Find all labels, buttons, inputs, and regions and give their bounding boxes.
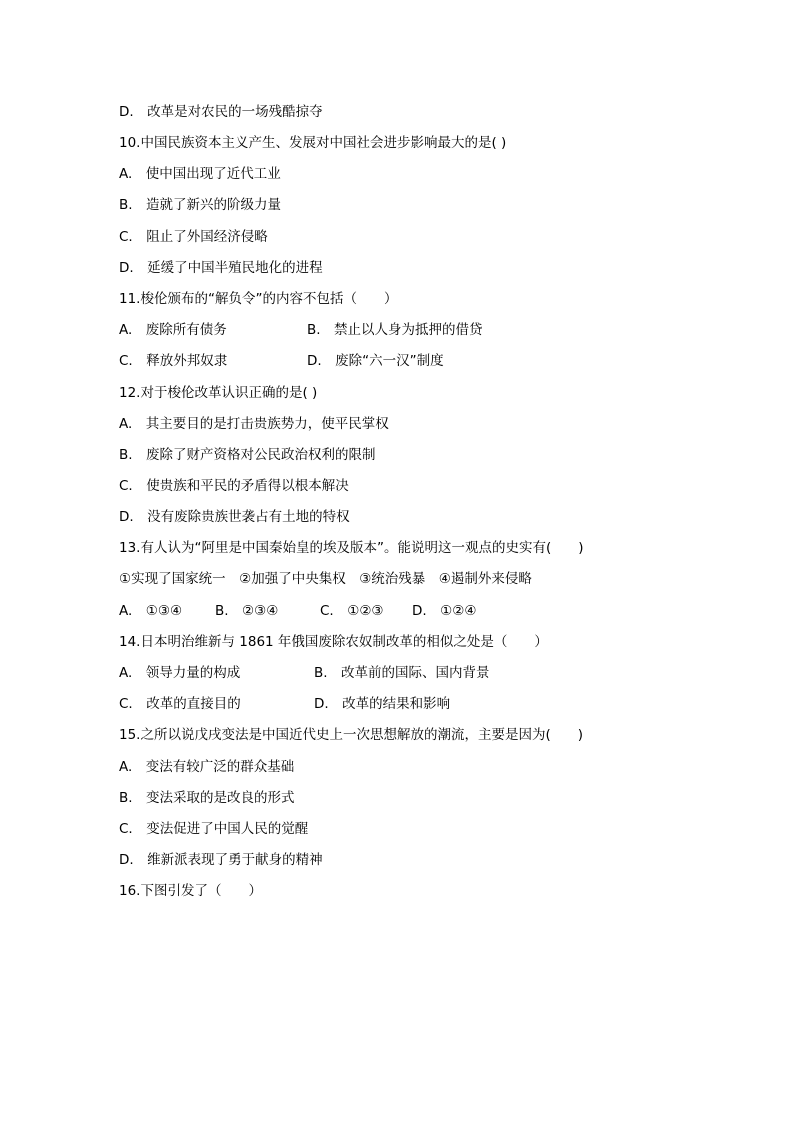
q12-option-a: A. 其主要目的是打击贵族势力，使平民掌权 <box>119 416 389 432</box>
q13-option-c: C. ①②③ <box>320 603 384 619</box>
q10-stem: 10.中国民族资本主义产生、发展对中国社会进步影响最大的是( ) <box>119 135 507 151</box>
q11-option-a: A. 废除所有债务 <box>119 322 227 338</box>
q15-option-b: B. 变法采取的是改良的形式 <box>119 790 295 806</box>
q16-stem: 16.下图引发了（ ） <box>119 883 262 899</box>
q15-stem: 15.之所以说戊戌变法是中国近代史上一次思想解放的潮流，主要是因为( ) <box>119 727 584 743</box>
q10-option-b: B. 造就了新兴的阶级力量 <box>119 197 282 213</box>
q13-option-b: B. ②③④ <box>215 603 279 619</box>
q11-option-b: B. 禁止以人身为抵押的借贷 <box>307 322 483 338</box>
q12-option-b: B. 废除了财产资格对公民政治权利的限制 <box>119 447 376 463</box>
q14-option-c: C. 改革的直接目的 <box>119 696 241 712</box>
q9-option-d: D. 改革是对农民的一场残酷掠夺 <box>119 104 323 120</box>
q11-option-d: D. 废除“六一汉”制度 <box>307 353 444 369</box>
q13-items: ①实现了国家统一 ②加强了中央集权 ③统治残暴 ④遏制外来侵略 <box>119 571 532 587</box>
q11-option-c: C. 释放外邦奴隶 <box>119 353 228 369</box>
q10-option-a: A. 使中国出现了近代工业 <box>119 166 281 182</box>
q12-option-d: D. 没有废除贵族世袭占有土地的特权 <box>119 509 350 525</box>
q15-option-d: D. 维新派表现了勇于献身的精神 <box>119 852 323 868</box>
q12-stem: 12.对于梭伦改革认识正确的是( ) <box>119 385 318 401</box>
q13-option-a: A. ①③④ <box>119 603 183 619</box>
q13-stem: 13.有人认为“阿里是中国秦始皇的埃及版本”。能说明这一观点的史实有( ) <box>119 540 584 556</box>
q14-option-d: D. 改革的结果和影响 <box>314 696 451 712</box>
q13-option-d: D. ①②④ <box>412 603 477 619</box>
q15-option-c: C. 变法促进了中国人民的觉醒 <box>119 821 309 837</box>
q14-option-b: B. 改革前的国际、国内背景 <box>314 665 490 681</box>
q14-option-a: A. 领导力量的构成 <box>119 665 241 681</box>
q14-stem: 14.日本明治维新与 1861 年俄国废除农奴制改革的相似之处是（ ） <box>119 634 548 650</box>
q11-stem: 11.梭伦颁布的“解负令”的内容不包括（ ） <box>119 291 398 307</box>
q15-option-a: A. 变法有较广泛的群众基础 <box>119 759 295 775</box>
q10-option-d: D. 延缓了中国半殖民地化的进程 <box>119 260 323 276</box>
q10-option-c: C. 阻止了外国经济侵略 <box>119 229 268 245</box>
q12-option-c: C. 使贵族和平民的矛盾得以根本解决 <box>119 478 349 494</box>
